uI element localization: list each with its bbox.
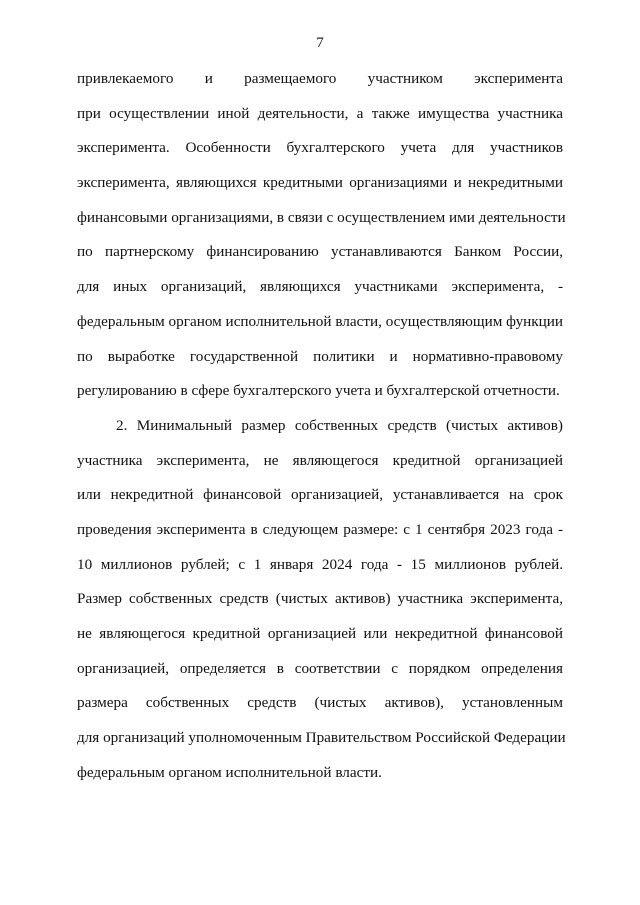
text-line: по партнерскому финансированию устанавливаются Банком России, xyxy=(77,243,563,261)
paragraph-1 xyxy=(77,70,566,417)
text-line: эксперимента. Особенности бухгалтерского учета для участников xyxy=(77,139,563,157)
document-body xyxy=(77,70,566,798)
text-line: организацией, определяется в соответствии с порядком определения xyxy=(77,659,563,677)
text-line: 2. Минимальный размер собственных средств (чистых активов) xyxy=(116,416,563,434)
text-line: 10 миллионов рублей; с 1 января 2024 года - 15 миллионов рублей. xyxy=(77,555,563,573)
text-line: по выработке государственной политики и нормативно-правовому xyxy=(77,347,563,365)
text-line: федеральным органом исполнительной власти. xyxy=(77,763,382,781)
text-line: федеральным органом исполнительной власти, осуществляющим функции xyxy=(77,312,564,330)
text-line: размера собственных средств (чистых активов), установленным xyxy=(77,694,563,712)
paragraph-2 xyxy=(77,416,566,799)
text-line: при осуществлении иной деятельности, а также имущества участника xyxy=(77,104,563,122)
text-line: для организаций уполномоченным Правительством Российской Федерации xyxy=(77,729,566,747)
text-line: для иных организаций, являющихся участниками эксперимента, - xyxy=(77,278,563,296)
text-line: не являющегося кредитной организацией или некредитной финансовой xyxy=(77,625,563,642)
text-line: проведения эксперимента в следующем размере: с 1 сентября 2023 года - xyxy=(77,520,563,538)
text-line: эксперимента, являющихся кредитными организациями и некредитными xyxy=(77,174,563,192)
text-line: регулированию в сфере бухгалтерского учета и бухгалтерской отчетности. xyxy=(77,382,560,400)
text-line: участника эксперимента, не являющегося кредитной организацией xyxy=(77,451,563,469)
text-line: или некредитной финансовой организацией, устанавливается на срок xyxy=(77,486,563,504)
page-number: 7 xyxy=(316,35,324,51)
text-line: Размер собственных средств (чистых активов) участника эксперимента, xyxy=(77,590,563,608)
text-line: финансовыми организациями, в связи с осуществлением ими деятельности xyxy=(77,208,566,226)
text-line: привлекаемого и размещаемого участником эксперимента xyxy=(77,70,563,87)
